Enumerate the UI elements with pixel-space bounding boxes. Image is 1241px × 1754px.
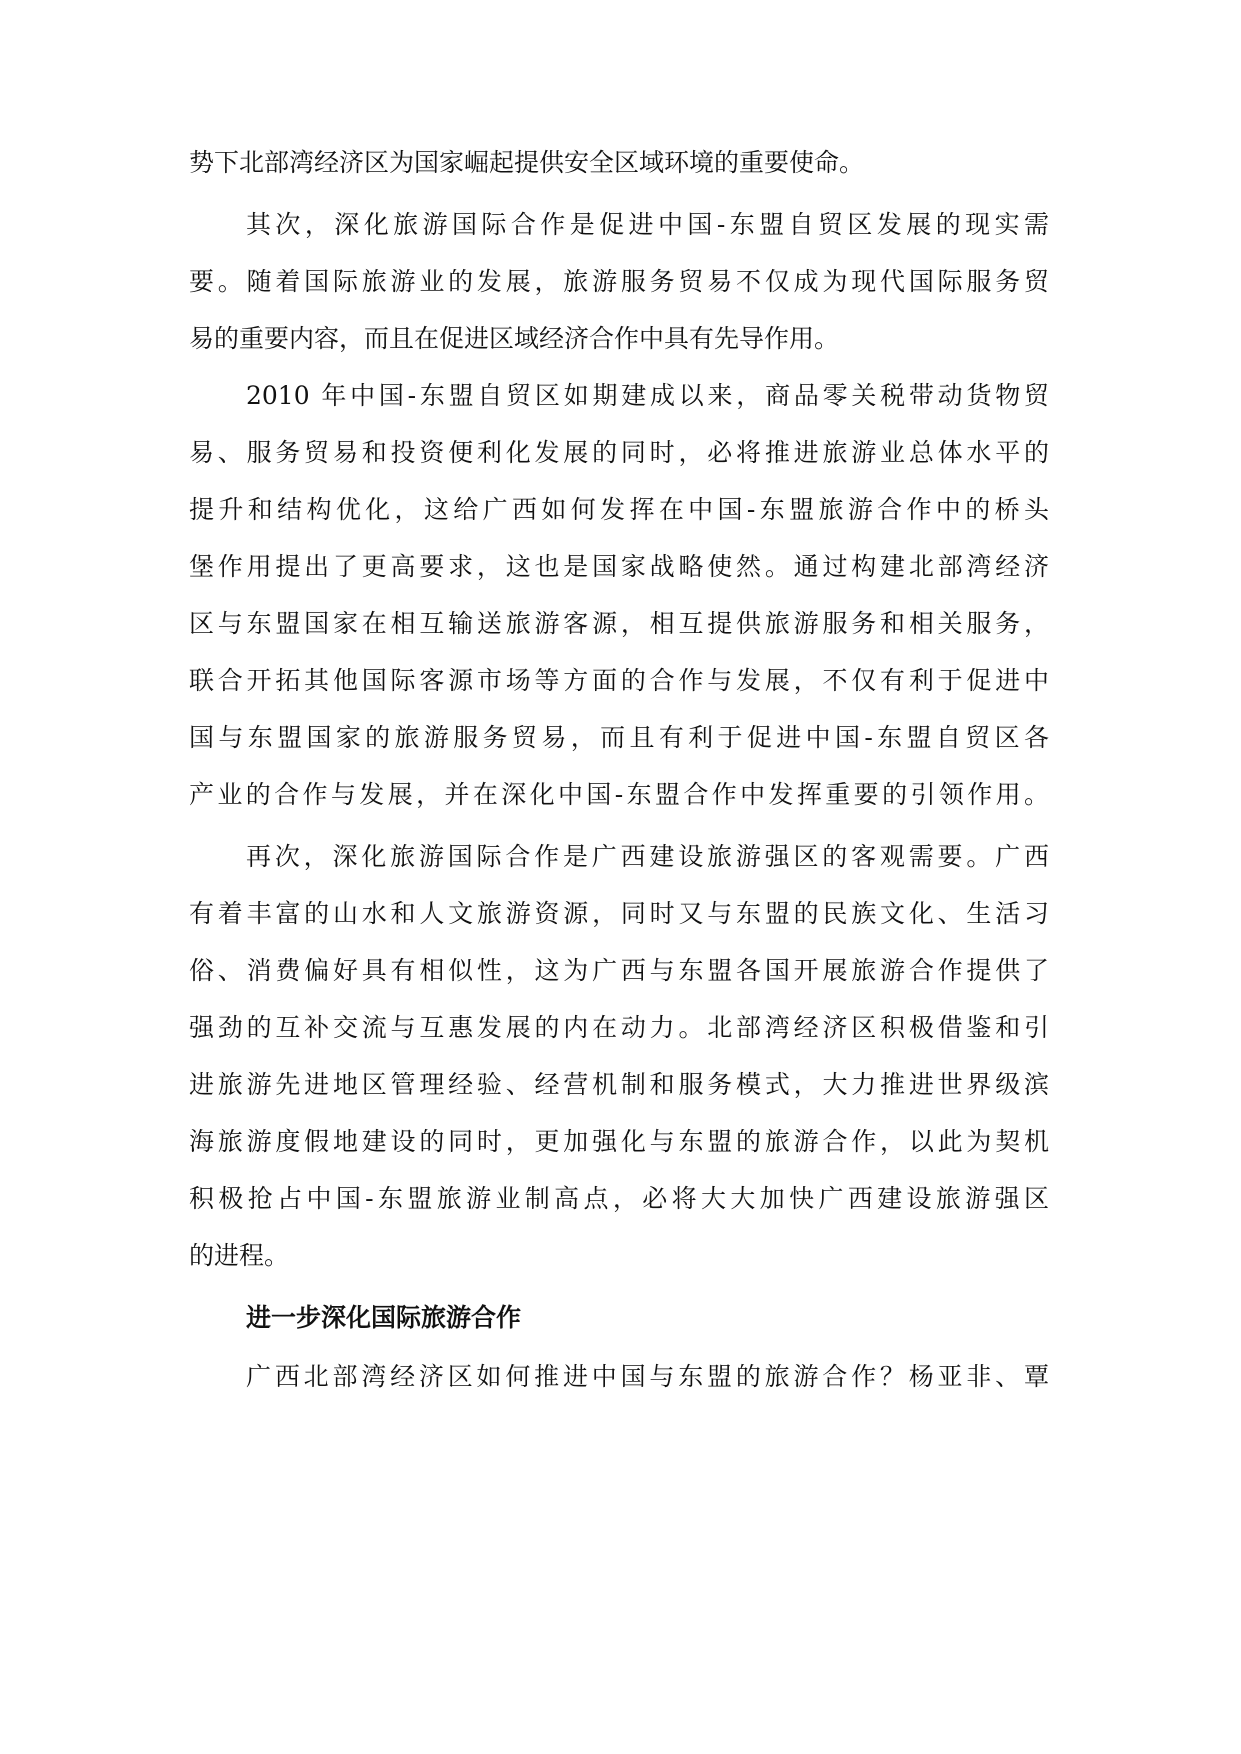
text-line: 再次，深化旅游国际合作是广西建设旅游强区的客观需要。广西 xyxy=(246,842,1049,871)
text-line: 的进程。 xyxy=(189,1241,290,1270)
text-line: 堡作用提出了更高要求，这也是国家战略使然。通过构建北部湾经济 xyxy=(189,552,1049,581)
text-line: 有着丰富的山水和人文旅游资源，同时又与东盟的民族文化、生活习 xyxy=(189,899,1049,928)
text-line: 势下北部湾经济区为国家崛起提供安全区域环境的重要使命。 xyxy=(189,148,865,177)
text-line: 强劲的互补交流与互惠发展的内在动力。北部湾经济区积极借鉴和引 xyxy=(189,1013,1049,1042)
text-line: 要。随着国际旅游业的发展，旅游服务贸易不仅成为现代国际服务贸 xyxy=(189,267,1049,296)
text-line: 区与东盟国家在相互输送旅游客源，相互提供旅游服务和相关服务， xyxy=(189,609,1049,638)
text-line: 进旅游先进地区管理经验、经营机制和服务模式，大力推进世界级滨 xyxy=(189,1070,1049,1099)
text-line: 积极抢占中国-东盟旅游业制高点，必将大大加快广西建设旅游强区 xyxy=(189,1184,1049,1213)
text-line: 广西北部湾经济区如何推进中国与东盟的旅游合作？杨亚非、覃 xyxy=(246,1362,1049,1391)
section-heading: 进一步深化国际旅游合作 xyxy=(246,1303,522,1332)
text-line: 易的重要内容，而且在促进区域经济合作中具有先导作用。 xyxy=(189,324,840,353)
text-line: 联合开拓其他国际客源市场等方面的合作与发展，不仅有利于促进中 xyxy=(189,666,1049,695)
text-line: 海旅游度假地建设的同时，更加强化与东盟的旅游合作，以此为契机 xyxy=(189,1127,1049,1156)
text-line: 国与东盟国家的旅游服务贸易，而且有利于促进中国-东盟自贸区各 xyxy=(189,723,1049,752)
text-line: 产业的合作与发展，并在深化中国-东盟合作中发挥重要的引领作用。 xyxy=(189,780,1049,809)
text-line: 提升和结构优化，这给广西如何发挥在中国-东盟旅游合作中的桥头 xyxy=(189,495,1049,524)
text-line: 其次，深化旅游国际合作是促进中国-东盟自贸区发展的现实需 xyxy=(246,210,1049,239)
text-line: 易、服务贸易和投资便利化发展的同时，必将推进旅游业总体水平的 xyxy=(189,438,1049,467)
text-line: 2010 年中国-东盟自贸区如期建成以来，商品零关税带动货物贸 xyxy=(246,381,1049,410)
text-line: 俗、消费偏好具有相似性，这为广西与东盟各国开展旅游合作提供了 xyxy=(189,956,1049,985)
